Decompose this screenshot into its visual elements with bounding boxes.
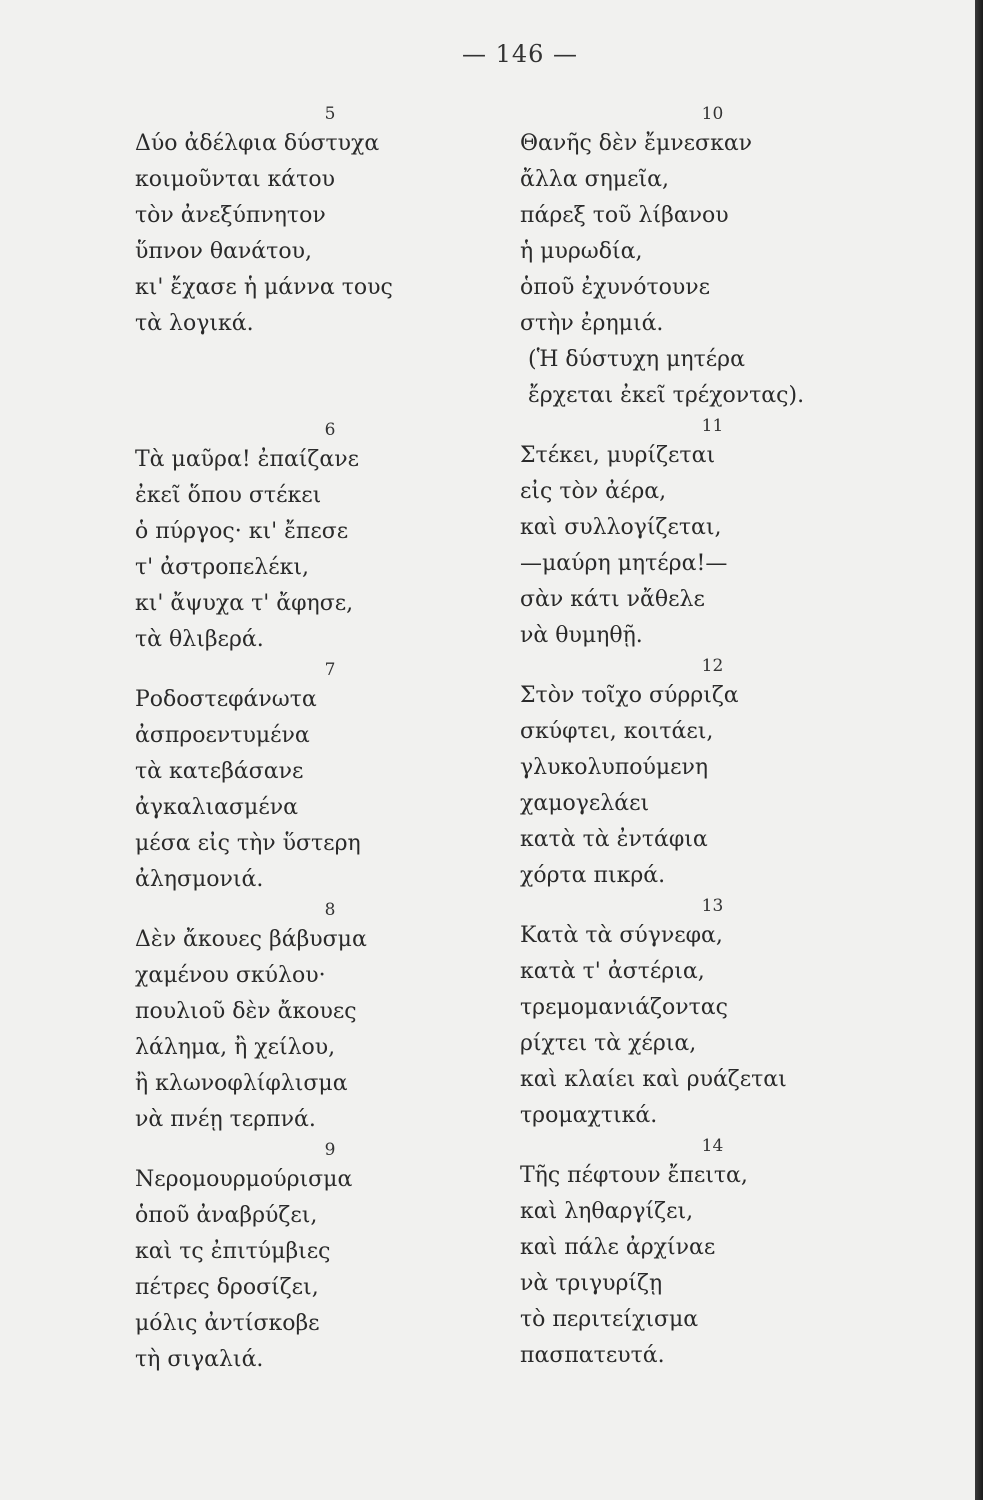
verse-line: πασπατευτά.	[520, 1343, 665, 1368]
stanza-number: 7	[324, 660, 336, 680]
stanza	[520, 414, 860, 654]
verse-line: γλυκολυπούμενη	[520, 755, 709, 780]
stanza	[135, 102, 475, 342]
stanza-number: 13	[701, 896, 724, 916]
verse-line: ὕπνον θανάτου,	[135, 239, 312, 264]
verse-line: στὴν ἐρημιά.	[520, 311, 664, 336]
stanza-number: 11	[701, 416, 724, 436]
verse-line: τὰ κατεβάσανε	[135, 759, 304, 784]
stanza-number: 14	[701, 1136, 724, 1156]
stanza	[520, 894, 860, 1134]
verse-line: μέσα εἰς τὴν ὕστερη	[135, 831, 361, 856]
verse-line: ἢ κλωνοφλίφλισμα	[135, 1071, 348, 1096]
verse-line: χαμογελάει	[520, 791, 650, 816]
verse-line: τρομαχτικά.	[520, 1103, 658, 1128]
verse-line: κι' ἄψυχα τ' ἄφησε,	[135, 591, 354, 616]
right-column	[520, 102, 860, 1374]
verse-line: τὰ λογικά.	[135, 311, 254, 336]
stanza-number: 5	[324, 104, 336, 124]
verse-line: ἀλησμονιά.	[135, 867, 264, 892]
verse-line: τ' ἀστροπελέκι,	[135, 555, 310, 580]
stanza	[135, 658, 475, 898]
stanza	[520, 102, 860, 414]
verse-line: καὶ ληθαργίζει,	[520, 1199, 694, 1224]
verse-line: νὰ πνέῃ τερπνά.	[135, 1107, 316, 1132]
verse-line: ἄλλα σημεῖα,	[520, 167, 669, 192]
verse-line: ὁ πύργος· κι' ἔπεσε	[135, 519, 349, 544]
stanza-number: 6	[324, 420, 336, 440]
verse-line: Θανῆς δὲν ἔμνεσκαν	[520, 131, 753, 156]
verse-line: ἐκεῖ ὅπου στέκει	[135, 483, 322, 508]
page-edge-shadow	[975, 0, 983, 1500]
stanza-number: 9	[324, 1140, 336, 1160]
verse-line: Κατὰ τὰ σύγνεφα,	[520, 923, 723, 948]
verse-line: Στὸν τοῖχο σύρριζα	[520, 683, 739, 708]
stanza-number: 10	[701, 104, 724, 124]
verse-line: νὰ θυμηθῇ.	[520, 623, 643, 648]
verse-line: —μαύρη μητέρα!—	[520, 551, 728, 576]
verse-line: εἰς τὸν ἀέρα,	[520, 479, 667, 504]
verse-line: κι' ἔχασε ἡ μάννα τους	[135, 275, 393, 300]
stanza-number: 12	[701, 656, 724, 676]
stanza	[135, 898, 475, 1138]
verse-line: κατὰ τ' ἀστέρια,	[520, 959, 705, 984]
verse-line: λάλημα, ἢ χείλου,	[135, 1035, 336, 1060]
verse-line: ὁποῦ ἐχυνότουνε	[520, 275, 711, 300]
stanza-number: 8	[324, 900, 336, 920]
verse-line: Δύο ἀδέλφια δύστυχα	[135, 131, 380, 156]
verse-line: καὶ τς ἐπιτύμβιες	[135, 1239, 331, 1264]
stanza	[520, 1134, 860, 1374]
verse-line: τὴ σιγαλιά.	[135, 1347, 264, 1372]
verse-line: Στέκει, μυρίζεται	[520, 443, 716, 468]
verse-line: τὸ περιτείχισμα	[520, 1307, 699, 1332]
stanza	[520, 654, 860, 894]
verse-line: ρίχτει τὰ χέρια,	[520, 1031, 697, 1056]
verse-line: Ροδοστεφάνωτα	[135, 687, 317, 712]
verse-line: πάρεξ τοῦ λίβανου	[520, 203, 729, 228]
verse-line: Τὰ μαῦρα! ἐπαίζανε	[135, 447, 359, 472]
stanza	[135, 1138, 475, 1378]
verse-line: κοιμοῦνται κάτου	[135, 167, 335, 192]
verse-line: τρεμομανιάζοντας	[520, 995, 728, 1020]
verse-line: τὰ θλιβερά.	[135, 627, 264, 652]
verse-line: ἀγκαλιασμένα	[135, 795, 298, 820]
verse-line: πέτρες δροσίζει,	[135, 1275, 319, 1300]
verse-line: νὰ τριγυρίζῃ	[520, 1271, 663, 1296]
verse-line: Νερομουρμούρισμα	[135, 1167, 353, 1192]
verse-line: ἡ μυρωδία,	[520, 239, 643, 264]
verse-line: πουλιοῦ δὲν ἄκουες	[135, 999, 357, 1024]
verse-line: τὸν ἀνεξύπνητον	[135, 203, 326, 228]
verse-line: καὶ συλλογίζεται,	[520, 515, 722, 540]
verse-line: Τῆς πέφτουν ἔπειτα,	[520, 1163, 748, 1188]
page-number: — 146 —	[461, 40, 579, 68]
verse-line: σὰν κάτι νἄθελε	[520, 587, 705, 612]
left-column	[135, 102, 475, 1378]
verse-line: ὁποῦ ἀναβρύζει,	[135, 1203, 318, 1228]
verse-line: (Ἡ δύστυχη μητέρα	[528, 347, 745, 372]
verse-line: κατὰ τὰ ἐντάφια	[520, 827, 708, 852]
verse-line: σκύφτει, κοιτάει,	[520, 719, 714, 744]
verse-line: χαμένου σκύλου·	[135, 963, 326, 988]
verse-line: καὶ πάλε ἀρχίναε	[520, 1235, 716, 1260]
verse-line: μόλις ἀντίσκοβε	[135, 1311, 320, 1336]
verse-line: ἔρχεται ἐκεῖ τρέχοντας).	[528, 383, 805, 408]
verse-line: καὶ κλαίει καὶ ρυάζεται	[520, 1067, 787, 1092]
verse-line: ἀσπροεντυμένα	[135, 723, 310, 748]
verse-line: Δὲν ἄκουες βάβυσμα	[135, 927, 367, 952]
verse-line: χόρτα πικρά.	[520, 863, 666, 888]
stanza	[135, 418, 475, 658]
